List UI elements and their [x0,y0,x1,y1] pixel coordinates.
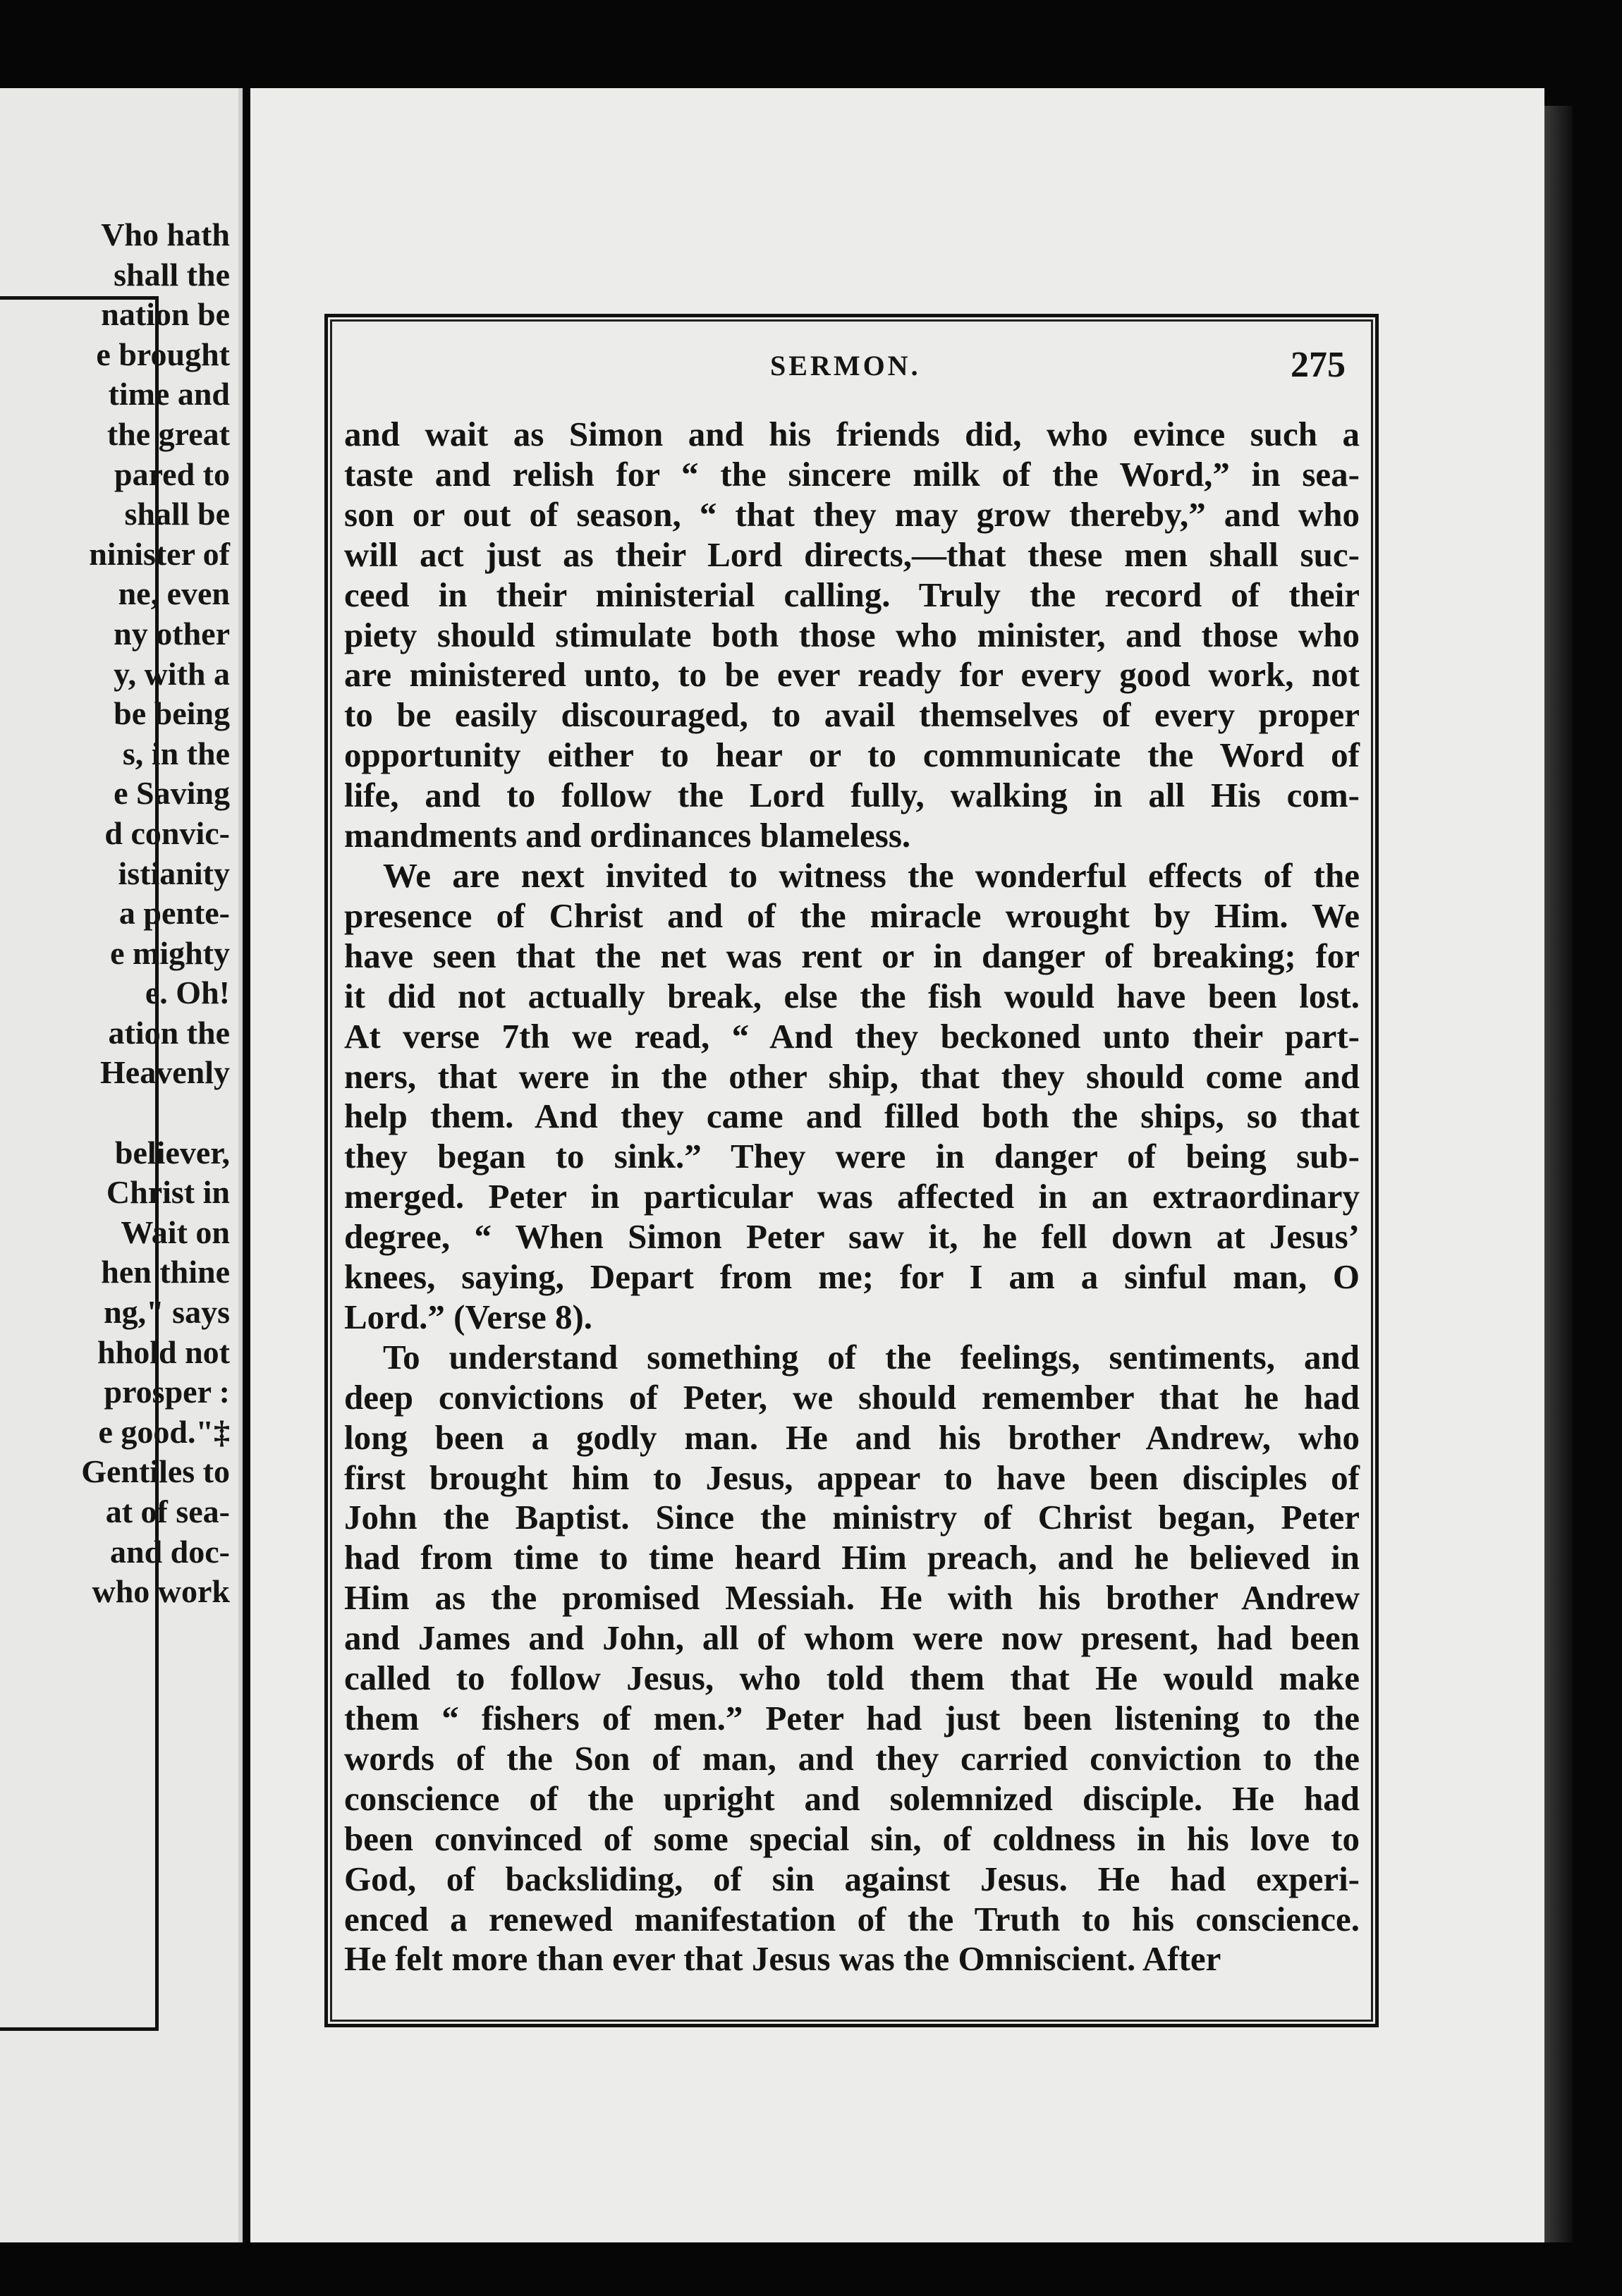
body-text [344,415,1360,1979]
text-line: been convinced of some special sin, of coldness in his love to [344,1819,1360,1858]
left-page-line: hen thine [101,1254,230,1290]
left-page-text [81,215,230,1612]
text-line: them “ fishers of men.” Peter had just been listening to the [344,1699,1360,1738]
text-line: life, and to follow the Lord fully, walking in all His com- [344,776,1360,815]
text-line: and James and John, all of whom were now present, had been [344,1618,1360,1658]
left-page-line: the great [106,415,230,452]
text-line: We are next invited to witness the wonderful effects of the [383,855,1360,895]
text-line: first brought him to Jesus, appear to have been disciples of [344,1458,1360,1497]
left-page-line: who work [92,1573,230,1610]
text-line: enced a renewed manifestation of the Truth to his conscience. [344,1899,1360,1938]
left-page-line: hhold not [97,1333,230,1370]
left-page-line: believer, [114,1134,230,1171]
left-page-line: ation the [108,1014,230,1051]
left-page [0,88,243,2242]
left-page-faded-line [222,1922,231,1962]
paragraph [344,1338,1360,1980]
paragraph [344,415,1360,856]
left-page-line: e brought [96,336,230,372]
left-page-line: ne, even [118,575,230,612]
left-page-line: ninister of [89,535,230,572]
left-page-line: shall the [114,256,230,293]
page-edge-shadow [1544,106,1573,2242]
text-line: mandments and ordinances blameless. [344,816,911,855]
left-page-line: at of sea- [105,1494,230,1529]
text-line: conscience of the upright and solemnized disciple. He had [344,1778,1360,1818]
left-page-line: Wait on [121,1214,230,1250]
left-page-faded-line [222,1883,231,1922]
text-line: and wait as Simon and his friends did, who evince such a [344,415,1360,453]
left-page-line: prosper : [104,1374,230,1410]
left-page-line: e mighty [110,934,230,971]
left-page-line: e. Oh! [145,975,230,1011]
text-line: help them. And they came and filled both the ships, so that [344,1097,1360,1136]
text-line: taste and relish for “ the sincere milk of the Word,” in sea- [344,454,1360,494]
left-page-footnote-faded [222,1883,231,2041]
text-line: deep convictions of Peter, we should remember that he had [344,1377,1360,1417]
text-line: John the Baptist. Since the ministry of Christ began, Peter [344,1498,1360,1537]
text-line: will act just as their Lord directs,—that these men shall suc- [344,535,1360,574]
text-line: son or out of season, “ that they may grow thereby,” and who [344,494,1360,534]
left-page-faded-line [222,1962,231,2001]
text-line: ners, that were in the other ship, that they should come and [344,1056,1360,1096]
text-line: they began to sink.” They were in danger of being sub- [344,1137,1360,1176]
text-line: long been a godly man. He and his brother Andrew, who [344,1417,1360,1457]
left-page-line: Gentiles to [81,1453,230,1490]
text-line: are ministered unto, to be ever ready for every good work, not [344,655,1360,695]
text-line: piety should stimulate both those who minister, and those who [344,615,1360,654]
text-line: to be easily discouraged, to avail themselves of every proper [344,695,1360,735]
left-page-line: time and [108,376,230,413]
running-head: SERMON. [770,350,921,381]
left-page-line: pared to [114,456,230,492]
left-page-line: Vho hath [101,216,230,252]
left-page-line [81,1093,230,1133]
text-line: Him as the promised Messiah. He with his brother Andrew [344,1578,1360,1618]
text-line: called to follow Jesus, who told them that He would make [344,1659,1360,1698]
left-page-line: be being [114,695,230,732]
text-line: To understand something of the feelings, sentiments, and [383,1337,1360,1376]
left-page-line: Christ in [106,1174,230,1211]
text-line: ceed in their ministerial calling. Truly the record of their [344,575,1360,614]
text-line: He felt more than ever that Jesus was the Omniscient. After [344,1939,1221,1979]
left-page-line: and doc- [110,1533,230,1570]
left-page-line: a pente- [118,895,230,932]
paragraph [344,856,1360,1338]
text-line: words of the Son of man, and they carried conviction to the [344,1738,1360,1778]
left-page-line: ng," says [104,1294,230,1331]
left-page-line: s, in the [122,735,230,771]
text-line: presence of Christ and of the miracle wrought by Him. We [344,896,1360,935]
text-line: opportunity either to hear or to communicate the Word of [344,735,1360,775]
text-line: have seen that the net was rent or in danger of breaking; for [344,936,1360,975]
left-page-line: d convic- [104,814,230,851]
left-page-line: e good."‡ [98,1413,230,1450]
text-line: merged. Peter in particular was affected in an extraordinary [344,1177,1360,1216]
left-page-line: nation be [101,296,230,333]
page-number: 275 [1291,345,1346,385]
text-line: At verse 7th we read, “ And they beckoned unto their part- [344,1016,1360,1056]
left-page-line: ny other [114,615,230,652]
left-page-faded-line [222,2001,231,2041]
left-page-line: y, with a [114,655,230,692]
left-page-line: istianity [118,855,230,891]
left-page-line: Heavenly [100,1054,230,1091]
text-line: God, of backsliding, of sin against Jesus. He had experi- [344,1859,1360,1898]
left-page-line: e Saving [114,775,230,812]
text-line: knees, saying, Depart from me; for I am a sinful man, O [344,1257,1360,1297]
text-line: it did not actually break, else the fish would have been lost. [344,976,1360,1015]
text-line: degree, “ When Simon Peter saw it, he fell down at Jesus’ [344,1217,1360,1257]
left-page-line: shall be [124,496,230,532]
text-line: Lord.” (Verse 8). [344,1297,593,1336]
text-line: had from time to time heard Him preach, and he believed in [344,1538,1360,1577]
